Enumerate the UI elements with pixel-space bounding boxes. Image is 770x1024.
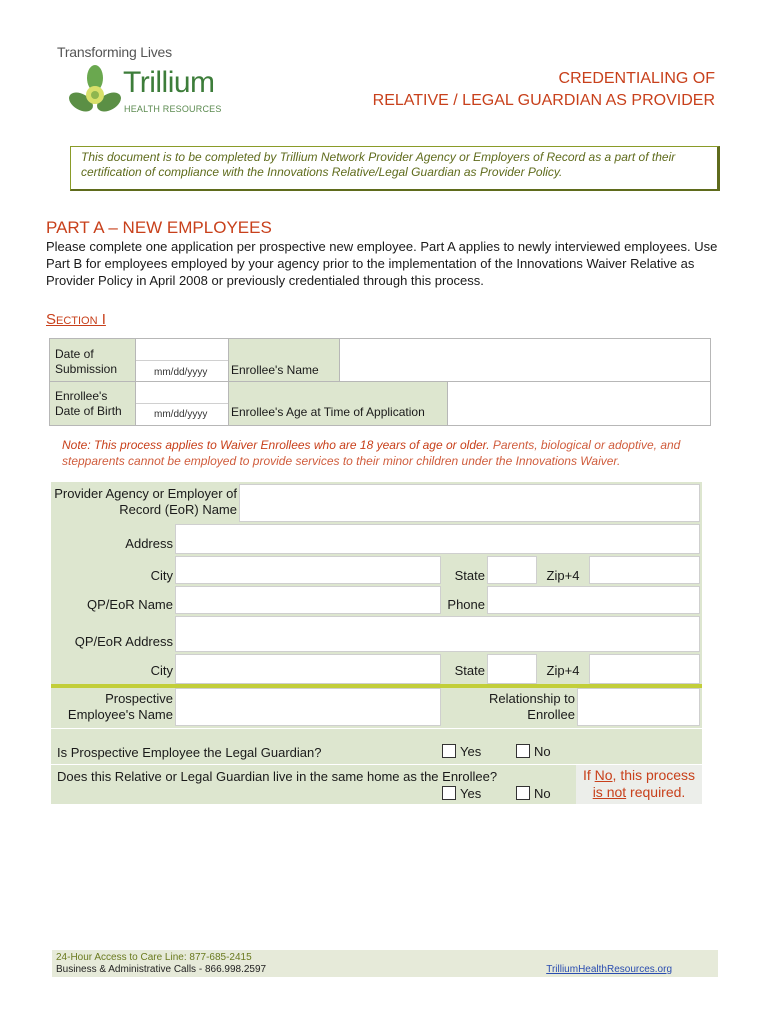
enrollee-name-field[interactable] xyxy=(340,339,710,382)
agency-label: Provider Agency or Employer of Record (EoR) Name xyxy=(54,486,237,517)
ifno-pre: If xyxy=(582,767,595,783)
tagline: Transforming Lives xyxy=(57,44,172,60)
state-label: State xyxy=(454,568,485,583)
zip-input[interactable] xyxy=(589,556,700,584)
trillium-logo-icon xyxy=(68,64,122,120)
phone-label: Phone xyxy=(447,597,485,612)
provider-table xyxy=(51,482,702,804)
enrollee-age-label: Enrollee's Age at Time of Application xyxy=(229,382,448,425)
q1-yes-checkbox[interactable] xyxy=(442,744,456,758)
qp-address-input[interactable] xyxy=(175,616,700,652)
agency-name-input[interactable] xyxy=(239,484,700,522)
note-emphasis: Note: This process applies to Waiver Enrollees who are 18 years of age or older. xyxy=(62,438,490,452)
website-link[interactable]: TrilliumHealthResources.org xyxy=(546,964,672,975)
part-a-description: Please complete one application per prospective new employee. Part A applies to newly interviewed employees. Use Part B for employees employed by your agency prior to the implementation of the Innovations Waiver Relative as Provider Policy in April 2008 or previously credentialed through this process. xyxy=(46,239,718,288)
q1-no-checkbox[interactable] xyxy=(516,744,530,758)
zip2-label: Zip+4 xyxy=(546,663,580,678)
footer-business-line: Business & Administrative Calls - 866.998.2597 xyxy=(56,964,267,975)
part-a-title: PART A – NEW EMPLOYEES xyxy=(46,218,272,237)
address-input[interactable] xyxy=(175,524,700,554)
footer xyxy=(52,950,718,977)
section-title: Section I xyxy=(46,311,106,328)
state2-input[interactable] xyxy=(487,654,537,684)
q2-no-option[interactable] xyxy=(516,786,551,802)
city-input[interactable] xyxy=(175,556,441,584)
qp-address-label: QP/EoR Address xyxy=(74,634,173,649)
same-home-question: Does this Relative or Legal Guardian live in the same home as the Enrollee? xyxy=(57,769,498,784)
prospective-label: Prospective Employee's Name xyxy=(67,691,173,722)
city2-label: City xyxy=(150,663,173,678)
state-input[interactable] xyxy=(487,556,537,584)
relationship-label: Relationship to Enrollee xyxy=(489,691,575,722)
if-no-note xyxy=(576,765,702,804)
phone-input[interactable] xyxy=(487,586,700,614)
prospective-input[interactable] xyxy=(175,688,441,726)
date-placeholder: mm/dd/yyyy xyxy=(154,409,208,420)
date-placeholder: mm/dd/yyyy xyxy=(154,367,208,378)
qp-name-label: QP/EoR Name xyxy=(87,597,173,612)
footer-access-line: 24-Hour Access to Care Line: 877-685-2415 xyxy=(56,952,252,963)
enrollee-dob-field[interactable] xyxy=(136,382,229,425)
note-detail: Parents, biological or adoptive, and stepparents cannot be employed to provide services to their minor children under the Innovations Waiver. xyxy=(62,438,681,468)
q1-yes-label: Yes xyxy=(460,744,482,759)
q2-yes-option[interactable] xyxy=(442,786,481,802)
date-submission-field[interactable] xyxy=(136,339,229,382)
title-line-2: RELATIVE / LEGAL GUARDIAN AS PROVIDER xyxy=(372,92,715,109)
q2-yes-checkbox[interactable] xyxy=(442,786,456,800)
ifno-isnot: is not xyxy=(592,784,627,800)
address-label: Address xyxy=(125,536,173,551)
city2-input[interactable] xyxy=(175,654,441,684)
intro-box: This document is to be completed by Trillium Network Provider Agency or Employers of Record as a part of their certification of compliance with the Innovations Relative/Legal Guardian as Provider Policy. xyxy=(70,146,720,191)
enrollee-dob-label: Enrollee's Date of Birth xyxy=(50,382,136,425)
document-title xyxy=(373,68,715,112)
qp-name-input[interactable] xyxy=(175,586,441,614)
q1-no-label: No xyxy=(534,744,551,759)
q1-no-option[interactable] xyxy=(516,744,551,760)
ifno-end: required. xyxy=(626,784,686,800)
relationship-input[interactable] xyxy=(577,688,700,726)
state2-label: State xyxy=(454,663,485,678)
zip-label: Zip+4 xyxy=(546,568,580,583)
q2-no-label: No xyxy=(534,786,551,801)
section1-table xyxy=(49,338,711,426)
title-line-1: CREDENTIALING OF xyxy=(558,70,715,87)
eligibility-note xyxy=(62,437,712,469)
enrollee-name-label: Enrollee's Name xyxy=(229,339,340,382)
brand-subtitle: HEALTH RESOURCES xyxy=(124,104,222,114)
legal-guardian-question: Is Prospective Employee the Legal Guardian? xyxy=(57,745,322,760)
city-label: City xyxy=(150,568,173,583)
q1-yes-option[interactable] xyxy=(442,744,481,760)
q2-no-checkbox[interactable] xyxy=(516,786,530,800)
date-submission-label: Date of Submission xyxy=(50,339,136,382)
q2-yes-label: Yes xyxy=(460,786,482,801)
brand-name: Trillium xyxy=(123,66,215,99)
zip2-input[interactable] xyxy=(589,654,700,684)
ifno-mid: , this process xyxy=(612,767,696,783)
enrollee-age-field[interactable] xyxy=(448,382,710,425)
ifno-no: No xyxy=(594,767,613,783)
